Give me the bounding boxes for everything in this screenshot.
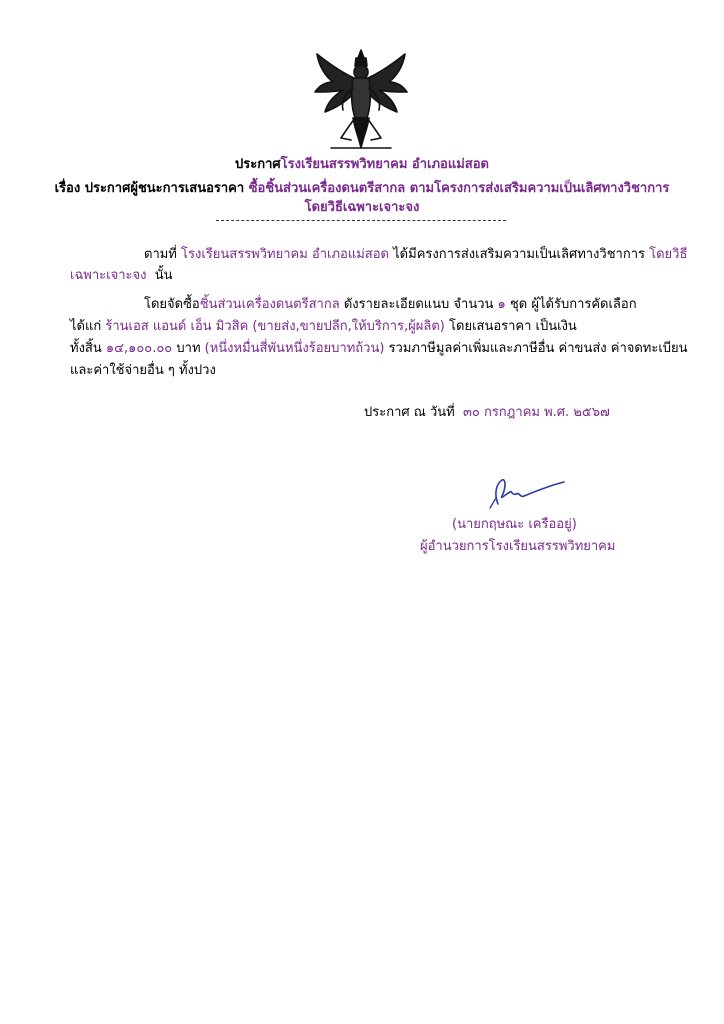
divider [216,220,506,221]
p2-winner: ร้านเอส แอนด์ เอ็น มิวสิค (ขายส่ง,ขายปลีก,ให้บริการ,ผู้ผลิต) [105,319,445,334]
p2-detail: ดังรายละเอียดแนบ จำนวน [343,297,494,312]
p1-school: โรงเรียนสรรพวิทยาคม อำเภอแม่สอด [181,247,389,262]
p1-text: ได้มีครงการส่งเสริมความเป็นเลิศทางวิชาการ [393,247,645,262]
signer-title: ผู้อำนวยการโรงเรียนสรรพวิทยาคม [420,539,616,554]
p2-intro: โดยจัดซื้อ [144,297,200,312]
signature-icon [480,474,570,510]
p2-unit: ชุด [509,297,528,312]
paragraph-1-line-2 [70,267,173,285]
p2-offer: โดยเสนอราคา เป็นเงิน [449,319,577,334]
announcement-subject [0,180,724,198]
subject-label: เรื่อง ประกาศผู้ชนะการเสนอราคา [54,181,245,196]
subject-method: โดยวิธีเฉพาะเจาะจง [304,200,420,215]
date-label: ประกาศ ณ วันที่ [364,405,455,420]
p2-currency: บาท [176,341,201,356]
p2-total-label: ทั้งสิ้น [70,341,102,356]
p2-selected: ผู้ได้รับการคัดเลือก [531,297,637,312]
date-value: ๓๐ กรกฎาคม พ.ศ. ๒๕๖๗ [463,405,610,420]
p2-winner-label: ได้แก่ [70,319,102,334]
title-prefix: ประกาศ [235,157,281,172]
announcement-title [0,156,724,174]
p1-intro: ตามที่ [144,247,177,262]
paragraph-2-line-2 [70,318,577,336]
garuda-emblem-icon [311,48,411,152]
p2-item: ชิ้นส่วนเครื่องดนตรีสากล [199,297,340,312]
p1-end: นั้น [154,268,173,283]
signer-name: (นายกฤษณะ เครืออยู่) [452,517,577,532]
announcement-date [364,404,610,422]
p2-amount-words: (หนึ่งหมื่นสี่พันหนึ่งร้อยบาทถ้วน) [204,341,385,356]
p1-method-a: โดยวิธี [649,247,688,262]
paragraph-2-line-1 [144,296,637,314]
paragraph-1-line-1 [144,246,687,264]
paragraph-2-line-3 [70,340,688,358]
title-school: โรงเรียนสรรพวิทยาคม อำเภอแม่สอด [280,157,489,172]
p2-amount: ๑๔,๑๐๐.๐๐ [105,341,173,356]
p2-tax: รวมภาษีมูลค่าเพิ่มและภาษีอื่น ค่าขนส่ง ค่าจดทะเบียน [388,341,688,356]
p1-method-b: เฉพาะเจาะจง [70,268,147,283]
paragraph-2-line-4: และค่าใช้จ่ายอื่น ๆ ทั้งปวง [70,363,216,378]
p2-qty: ๑ [497,297,506,312]
subject-text: ซื้อชิ้นส่วนเครื่องดนตรีสากล ตามโครงการส่งเสริมความเป็นเลิศทางวิชาการ [248,181,670,196]
